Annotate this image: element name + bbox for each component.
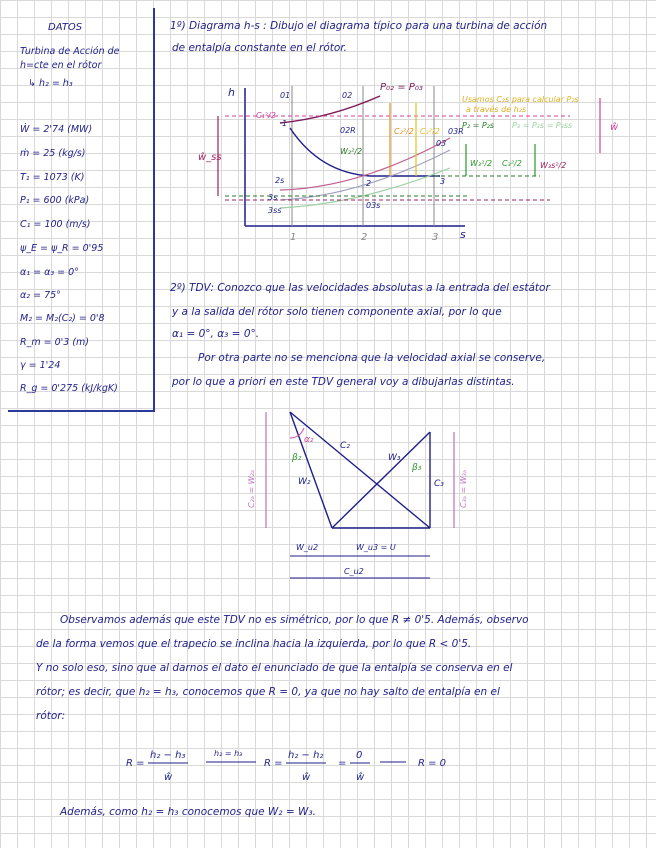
c3-label: C₃ — [434, 479, 444, 489]
h-label: h — [228, 86, 235, 99]
r1: R = — [126, 758, 145, 769]
tick-3: 3 — [432, 232, 439, 243]
expansion-line — [290, 128, 440, 176]
c1-label: C₁²/2 — [256, 111, 276, 120]
state-label: 3s — [268, 193, 278, 202]
using-label: Usamos C₂s para calcular P₂s — [462, 95, 579, 104]
r2: R = — [264, 758, 283, 769]
w3ss-label: W₃s²/2 — [540, 161, 567, 170]
data-desc-1: Turbina de Acción de — [20, 46, 120, 57]
state-label: 2 — [366, 179, 372, 188]
wu2-label: W_u2 — [296, 543, 319, 552]
tick-2: 2 — [361, 232, 368, 243]
state-label: 2s — [275, 176, 285, 185]
num1: h₂ − h₃ — [150, 750, 186, 761]
c2-label: C₂ — [340, 441, 350, 451]
data-desc-2: h=cte en el rótor — [20, 60, 102, 71]
c3-label-2: C₃²/2 — [502, 159, 522, 168]
state-label: 02 — [342, 91, 353, 100]
data-item: α₁ = α₃ = 0° — [20, 267, 79, 278]
c2-label: C₂²/2 — [394, 127, 414, 136]
w3-label: W₃ — [388, 453, 401, 463]
data-item: M₂ = M₂(C₂) = 0'8 — [20, 313, 105, 324]
para-line4: rótor; es decir, que h₂ = h₃, conocemos que R = 0, ya que no hay salto de entalpía en el — [36, 686, 500, 698]
data-box — [8, 8, 155, 412]
para-line1: Observamos además que este TDV no es simétrico, por lo que R ≠ 0'5. Además, observo — [60, 614, 529, 626]
beta3-label: β₃ — [412, 463, 422, 473]
isobar-p2 — [280, 138, 450, 190]
num2: h₂ − h₂ — [288, 750, 324, 761]
data-item: T₁ = 1073 (K) — [20, 172, 85, 183]
s-label: s — [460, 228, 466, 241]
data-item: C₁ = 100 (m/s) — [20, 219, 91, 230]
wss-label: ŵ_ss — [198, 152, 222, 163]
num3: 0 — [356, 750, 363, 761]
data-desc-3: ↳ h₂ = h₃ — [28, 78, 73, 89]
beta2-label: β₂ — [292, 453, 302, 463]
eq: = — [338, 758, 347, 769]
state-label: 03s — [366, 201, 381, 210]
den2: ŵ — [302, 772, 311, 783]
w3-label: W₃²/2 — [470, 159, 493, 168]
state-label: 1 — [282, 119, 288, 128]
den3: ŵ — [356, 772, 365, 783]
w-label: ŵ — [610, 122, 619, 133]
w2-label: W₂ — [298, 477, 311, 487]
arrow-label: h₂ = h₃ — [214, 749, 243, 758]
data-item: R_m = 0'3 (m) — [20, 337, 89, 348]
cax3-label: C₃ₐ = W₃ₐ — [459, 470, 468, 508]
formula — [126, 744, 526, 790]
tdv-diagram — [248, 408, 488, 584]
data-item: γ = 1'24 — [20, 360, 61, 371]
cax2-label: C₂ₐ = W₂ₐ — [247, 470, 256, 508]
state-label: 3ss — [268, 206, 282, 215]
data-item: P₁ = 600 (kPa) — [20, 195, 90, 206]
section1-line1: 1º) Diagrama h-s : Dibujo el diagrama típico para una turbina de acción — [170, 20, 548, 32]
data-item: ṁ = 25 (kg/s) — [20, 148, 86, 159]
cu2-label: C_u2 — [344, 567, 364, 576]
den1: ŵ — [164, 772, 173, 783]
p02-label: P₀₂ = P₀₃ — [380, 82, 423, 93]
using-label-2: a través de h₂s — [466, 105, 527, 114]
data-item: α₂ = 75° — [20, 290, 61, 301]
hs-diagram — [190, 78, 650, 248]
isobar-p02 — [280, 96, 380, 123]
c3-label: C₃²/2 — [420, 127, 440, 136]
p3eq-label: P₃ = P₃s = P₃ss — [512, 121, 573, 130]
para-line2: de la forma vemos que el trapecio se inclina hacia la izquierda, por lo que R < 0'5. — [36, 638, 472, 650]
data-title: DATOS — [48, 22, 83, 33]
state-label: 02R — [340, 126, 356, 135]
section2-line4: Por otra parte no se menciona que la velocidad axial se conserve, — [198, 352, 546, 364]
result: R = 0 — [418, 758, 447, 769]
section1-line2: de entalpía constante en el rótor. — [172, 42, 347, 54]
para-line5: rótor: — [36, 710, 66, 722]
para-line3: Y no solo eso, sino que al darnos el dato el enunciado de que la entalpía se conserva en el — [36, 662, 513, 674]
wu3-label: W_u3 = U — [356, 543, 396, 552]
state-label: 03 — [436, 139, 447, 148]
p2eq-label: P₂ = P₂s — [462, 121, 495, 130]
state-label: 3 — [440, 177, 446, 186]
state-label: 03R — [448, 127, 464, 136]
w2-label: W₂²/2 — [340, 147, 363, 156]
tick-1: 1 — [290, 232, 297, 243]
final-line: Además, como h₂ = h₃ conocemos que W₂ = W₃. — [60, 806, 316, 818]
state-label: 01 — [280, 91, 291, 100]
section2-line5: por lo que a priori en este TDV general voy a dibujarlas distintas. — [172, 376, 515, 388]
section2-line2: y a la salida del rótor solo tienen componente axial, por lo que — [172, 306, 502, 318]
alpha2-label: α₂ — [304, 435, 314, 445]
data-item: R_g = 0'275 (kJ/kgK) — [20, 383, 118, 394]
data-item: Ẇ = 2'74 (MW) — [20, 124, 93, 135]
data-item: ψ_E = ψ_R = 0'95 — [20, 243, 104, 254]
section2-line1: 2º) TDV: Conozco que las velocidades absolutas a la entrada del estátor — [170, 282, 550, 294]
section2-line3: α₁ = 0°, α₃ = 0°. — [172, 328, 260, 340]
